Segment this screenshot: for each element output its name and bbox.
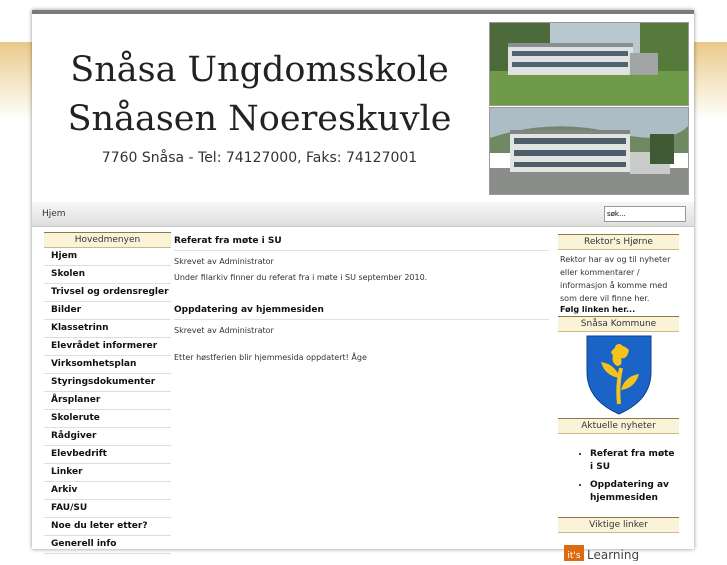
menu-item-arsplaner[interactable]: Årsplaner <box>44 392 171 410</box>
school-photo-1 <box>489 22 689 106</box>
logo-prefix: it's <box>567 551 581 561</box>
menu-item-skolen[interactable]: Skolen <box>44 266 171 284</box>
coat-of-arms-icon <box>583 334 655 416</box>
page-container <box>32 10 694 561</box>
article-title[interactable]: Oppdatering av hjemmesiden <box>174 305 549 320</box>
menu-item-elevradet[interactable]: Elevrådet informerer <box>44 338 171 356</box>
menu-item-trivsel[interactable]: Trivsel og ordensregler <box>44 284 171 302</box>
news-item[interactable]: • Referat fra møte i SU <box>590 448 679 474</box>
menu-item-virksomhetsplan[interactable]: Virksomhetsplan <box>44 356 171 374</box>
right-sidebar <box>558 234 679 565</box>
kommune-heading: Snåsa Kommune <box>558 316 679 332</box>
rektor-heading: Rektor's Hjørne <box>558 234 679 250</box>
menu-item-elevbedrift[interactable]: Elevbedrift <box>44 446 171 464</box>
links-heading: Viktige linker <box>558 517 679 533</box>
search-input[interactable] <box>604 206 686 222</box>
article-body: Under filarkiv finner du referat fra i møte i SU september 2010. <box>174 273 428 282</box>
menu-item-generell-info[interactable]: Generell info <box>44 536 171 554</box>
logo-word: Learning <box>587 548 640 561</box>
contact-info: 7760 Snåsa - Tel: 74127000, Faks: 74127001 <box>101 150 418 166</box>
menu-item-arkiv[interactable]: Arkiv <box>44 482 171 500</box>
news-list <box>558 448 679 505</box>
site-title-line2: Snåasen Noereskuvle <box>67 99 452 139</box>
site-header <box>32 14 694 204</box>
article-author: Skrevet av Administrator <box>174 257 274 266</box>
top-navbar <box>32 202 694 227</box>
rektor-text: Rektor har av og til nyheter eller kommentarer / informasjon å komme med som dere vil finne her. <box>560 255 671 303</box>
school-photo-2 <box>489 107 689 195</box>
article <box>174 236 549 282</box>
kommune-crest[interactable] <box>558 332 679 418</box>
menu-item-styringsdokumenter[interactable]: Styringsdokumenter <box>44 374 171 392</box>
main-content <box>174 236 549 362</box>
menu-item-linker[interactable]: Linker <box>44 464 171 482</box>
itslearning-logo-icon <box>564 541 654 561</box>
news-item[interactable]: • Oppdatering av hjemmesiden <box>590 479 679 505</box>
main-menu <box>44 232 171 554</box>
article <box>174 305 549 362</box>
rektor-link[interactable]: Følg linken her... <box>560 305 636 314</box>
menu-item-radgiver[interactable]: Rådgiver <box>44 428 171 446</box>
menu-item-klassetrinn[interactable]: Klassetrinn <box>44 320 171 338</box>
news-heading: Aktuelle nyheter <box>558 418 679 434</box>
menu-item-skolerute[interactable]: Skolerute <box>44 410 171 428</box>
article-author: Skrevet av Administrator <box>174 326 274 335</box>
site-title-line1: Snåsa Ungdomsskole <box>70 50 449 90</box>
article-body: Etter høstferien blir hjemmesida oppdatert! Åge <box>174 353 367 362</box>
menu-item-fau-su[interactable]: FAU/SU <box>44 500 171 518</box>
article-title[interactable]: Referat fra møte i SU <box>174 236 549 251</box>
itslearning-logo[interactable] <box>558 533 679 565</box>
main-menu-heading: Hovedmenyen <box>44 232 171 248</box>
menu-item-noe-du-leter[interactable]: Noe du leter etter? <box>44 518 171 536</box>
menu-item-bilder[interactable]: Bilder <box>44 302 171 320</box>
menu-item-hjem[interactable]: Hjem <box>44 248 171 266</box>
nav-home-link[interactable]: Hjem <box>42 209 66 219</box>
